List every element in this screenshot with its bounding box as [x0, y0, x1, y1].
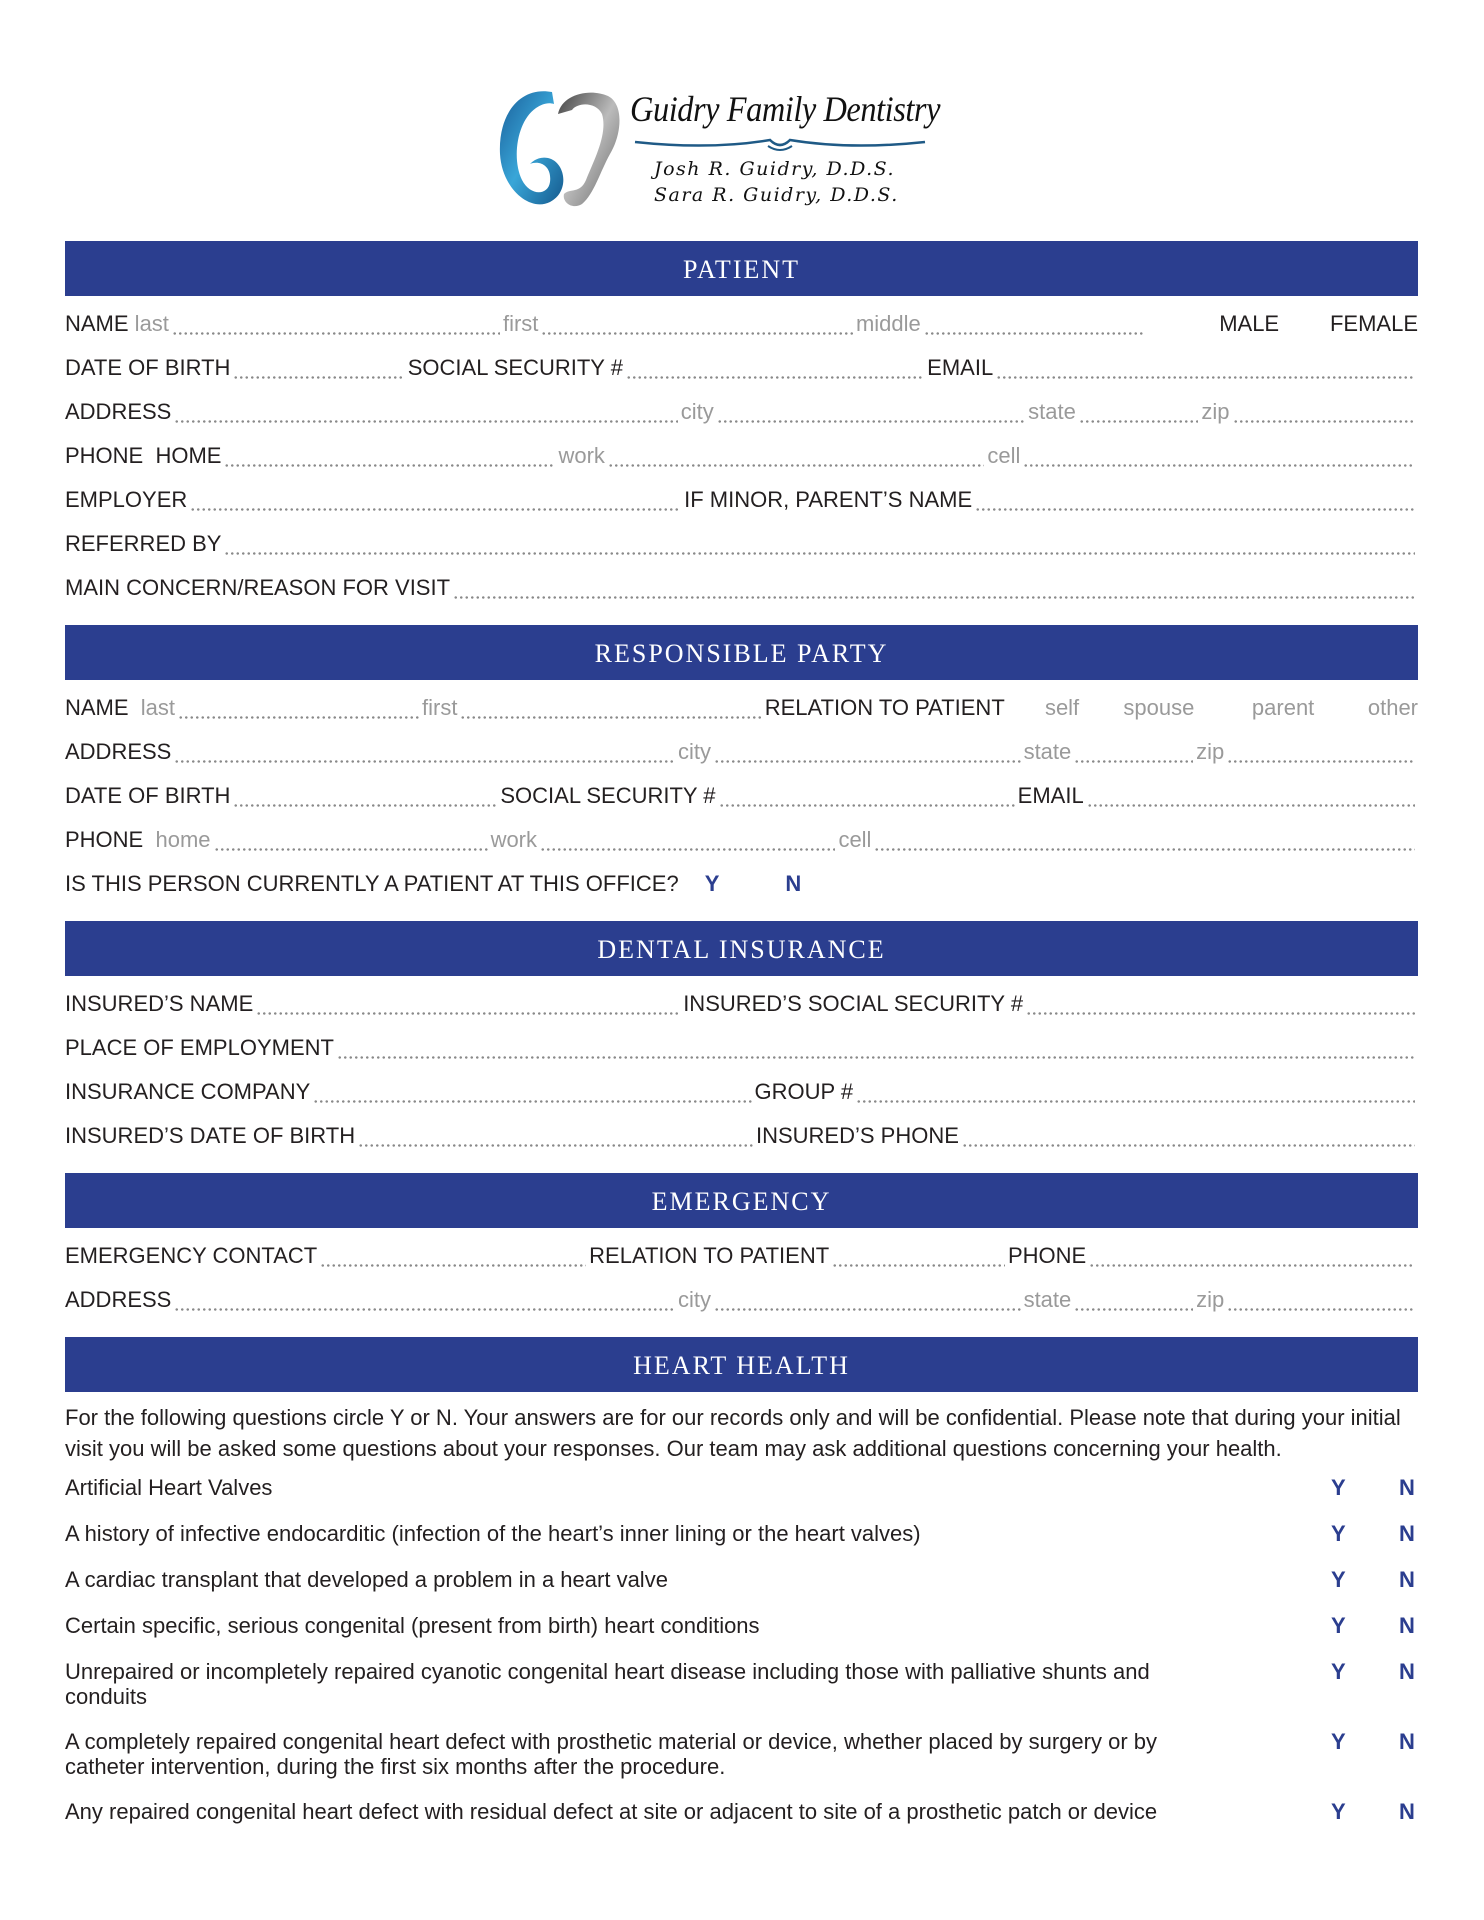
section-header-responsible-party: RESPONSIBLE PARTY [65, 625, 1418, 680]
section-header-emergency: EMERGENCY [65, 1173, 1418, 1228]
dotted-input-line[interactable] [1089, 1234, 1415, 1278]
form-row [65, 522, 1418, 566]
doctor-name: Sara R. Guidry, D.D.S. [654, 184, 899, 206]
health-question [65, 1568, 1418, 1614]
field-label: NAME [65, 695, 129, 720]
form-row [65, 982, 1418, 1026]
field-label: SOCIAL SECURITY # [407, 355, 623, 380]
no-option[interactable]: N [1399, 1475, 1415, 1500]
field-label: INSURED’S DATE OF BIRTH [65, 1123, 356, 1148]
form-row [65, 390, 1418, 434]
choice-option[interactable]: self [1044, 695, 1080, 720]
field-label: INSURED’S SOCIAL SECURITY # [683, 991, 1024, 1016]
choice-option[interactable]: spouse [1123, 695, 1195, 720]
form-row [65, 1026, 1418, 1070]
field-label: REFERRED BY [65, 531, 222, 556]
field-label: RELATION TO PATIENT [764, 695, 1005, 720]
form-row [65, 818, 1418, 862]
field-label: EMERGENCY CONTACT [65, 1243, 318, 1268]
field-hint: city [680, 399, 714, 424]
dotted-input-line[interactable] [608, 434, 984, 478]
dotted-input-line[interactable] [358, 1114, 753, 1158]
field-hint: first [502, 311, 539, 336]
dotted-input-line[interactable] [1074, 1278, 1193, 1322]
field-label: ADDRESS [65, 399, 172, 424]
dotted-input-line[interactable] [172, 302, 500, 346]
dotted-input-line[interactable] [174, 390, 677, 434]
section-rows [65, 982, 1418, 1158]
field-hint: state [1023, 739, 1072, 764]
yes-option[interactable]: Y [1331, 1475, 1346, 1500]
dotted-input-line[interactable] [856, 1070, 1415, 1114]
form-row [65, 566, 1418, 610]
form-row [65, 686, 1418, 730]
section-header-patient: PATIENT [65, 241, 1418, 296]
section-rows [65, 686, 1418, 906]
field-label: DATE OF BIRTH [65, 355, 231, 380]
field-hint: last [128, 695, 176, 720]
field-label: IF MINOR, PARENT’S NAME [684, 487, 973, 512]
yes-option[interactable]: Y [1331, 1799, 1346, 1824]
field-hint: zip [1201, 399, 1230, 424]
dotted-input-line[interactable] [1233, 390, 1415, 434]
dotted-input-line[interactable] [1227, 730, 1415, 774]
form-row [65, 862, 1418, 906]
health-question [65, 1800, 1418, 1846]
dotted-input-line[interactable] [1087, 774, 1415, 818]
dotted-input-line[interactable] [1074, 730, 1193, 774]
form-row [65, 346, 1418, 390]
logo-flourish [630, 134, 930, 156]
dotted-input-line[interactable] [453, 566, 1415, 610]
dotted-input-line[interactable] [224, 434, 555, 478]
field-label: RELATION TO PATIENT [589, 1243, 830, 1268]
dotted-input-line[interactable] [224, 522, 1415, 566]
field-hint: first [422, 695, 458, 720]
yes-no-option[interactable]: N [785, 871, 802, 896]
dotted-input-line[interactable] [714, 730, 1021, 774]
field-label: INSURED’S PHONE [755, 1123, 959, 1148]
question-text: Any repaired congenital heart defect with residual defect at site or adjacent to site of a prosthetic patch or device [65, 1799, 1158, 1824]
dotted-input-line[interactable] [256, 982, 680, 1026]
field-hint: work [490, 827, 538, 852]
no-option[interactable]: N [1399, 1799, 1415, 1824]
section-rows [65, 302, 1418, 610]
yes-option[interactable]: Y [1331, 1613, 1346, 1638]
dotted-input-line[interactable] [320, 1234, 586, 1278]
dotted-input-line[interactable] [996, 346, 1415, 390]
field-label: MAIN CONCERN/REASON FOR VISIT [65, 575, 451, 600]
field-label: ADDRESS [65, 739, 172, 764]
field-hint: state [1023, 1287, 1072, 1312]
no-option[interactable]: N [1399, 1567, 1415, 1592]
no-option[interactable]: N [1399, 1613, 1415, 1638]
dotted-input-line[interactable] [1227, 1278, 1415, 1322]
yes-option[interactable]: Y [1331, 1521, 1346, 1546]
dotted-input-line[interactable] [1023, 434, 1415, 478]
field-hint: zip [1196, 1287, 1225, 1312]
dotted-input-line[interactable] [717, 390, 1025, 434]
section-header-dental-insurance: DENTAL INSURANCE [65, 921, 1418, 976]
dotted-input-line[interactable] [832, 1234, 1005, 1278]
no-option[interactable]: N [1399, 1729, 1415, 1754]
dotted-input-line[interactable] [1026, 982, 1415, 1026]
form-row [65, 1114, 1418, 1158]
health-question [65, 1730, 1418, 1800]
choice-option[interactable]: parent [1251, 695, 1315, 720]
form-row [65, 434, 1418, 478]
field-hint: city [677, 1287, 711, 1312]
section-header-heart-health: HEART HEALTH [65, 1337, 1418, 1392]
dotted-input-line[interactable] [540, 818, 835, 862]
dotted-input-line[interactable] [190, 478, 681, 522]
question-text: Unrepaired or incompletely repaired cyanotic congenital heart disease including those with palliative shunts and conduits [65, 1659, 1150, 1709]
field-label: EMAIL [927, 355, 994, 380]
dotted-input-line[interactable] [975, 478, 1415, 522]
instructions-text: For the following questions circle Y or N. Your answers are for our records only and will be confidential. Please note that during your initial visit you will be asked some questions about your responses. Our team may ask additional questions concerning your health. [65, 1405, 1401, 1461]
field-hint: zip [1196, 739, 1225, 764]
field-label: ADDRESS [65, 1287, 172, 1312]
tooth-logo-icon [490, 84, 630, 214]
health-question [65, 1660, 1418, 1730]
field-label: EMAIL [1017, 783, 1084, 808]
field-hint: work [558, 443, 605, 468]
dotted-input-line[interactable] [214, 818, 488, 862]
field-label: IS THIS PERSON CURRENTLY A PATIENT AT THIS OFFICE? [65, 871, 679, 896]
field-hint: home [143, 827, 211, 852]
dotted-input-line[interactable] [337, 1026, 1415, 1070]
field-label: DATE OF BIRTH [65, 783, 231, 808]
doctor-name: Josh R. Guidry, D.D.S. [654, 158, 896, 180]
yes-option[interactable]: Y [1331, 1729, 1346, 1754]
field-hint: last [128, 311, 169, 336]
field-label: PLACE OF EMPLOYMENT [65, 1035, 334, 1060]
health-question [65, 1522, 1418, 1568]
form-row [65, 302, 1418, 346]
dotted-input-line[interactable] [874, 818, 1415, 862]
patient-registration-form [65, 241, 1418, 1846]
form-row [65, 774, 1418, 818]
form-row [65, 478, 1418, 522]
form-row [65, 1234, 1418, 1278]
field-label: NAME [65, 311, 129, 336]
form-row [65, 730, 1418, 774]
dotted-input-line[interactable] [233, 774, 497, 818]
choice-option[interactable]: other [1367, 695, 1419, 720]
yes-no-option[interactable]: Y [704, 871, 720, 896]
field-label: INSURANCE COMPANY [65, 1079, 311, 1104]
dotted-input-line[interactable] [178, 686, 419, 730]
yes-option[interactable]: Y [1331, 1659, 1346, 1684]
field-hint: middle [855, 311, 921, 336]
form-row [65, 1070, 1418, 1114]
field-label: SOCIAL SECURITY # [500, 783, 716, 808]
field-label: GROUP # [754, 1079, 854, 1104]
dotted-input-line[interactable] [460, 686, 761, 730]
field-hint: state [1028, 399, 1076, 424]
field-label: PHONE [65, 827, 144, 852]
no-option[interactable]: N [1399, 1659, 1415, 1684]
dotted-input-line[interactable] [924, 302, 1145, 346]
choice-option[interactable]: FEMALE [1329, 311, 1418, 336]
field-hint: cell [987, 443, 1021, 468]
yes-option[interactable]: Y [1331, 1567, 1346, 1592]
field-label: INSURED’S NAME [65, 991, 254, 1016]
practice-name: Guidry Family Dentistry [630, 89, 941, 129]
question-text: A completely repaired congenital heart defect with prosthetic material or device, whether placed by surgery or by catheter intervention, during the first six months after the procedure. [65, 1729, 1158, 1779]
section-rows [65, 1234, 1418, 1322]
field-label: PHONE [1008, 1243, 1087, 1268]
field-label: EMPLOYER [65, 487, 188, 512]
dotted-input-line[interactable] [313, 1070, 751, 1114]
dotted-input-line[interactable] [1079, 390, 1199, 434]
dotted-input-line[interactable] [626, 346, 924, 390]
choice-option[interactable]: MALE [1219, 311, 1280, 336]
dotted-input-line[interactable] [541, 302, 853, 346]
field-hint: city [677, 739, 711, 764]
form-row [65, 1278, 1418, 1322]
practice-logo [490, 84, 970, 224]
dotted-input-line[interactable] [174, 730, 675, 774]
question-text: Artificial Heart Valves [65, 1475, 273, 1500]
health-question [65, 1476, 1418, 1522]
field-label: PHONE HOME [65, 443, 222, 468]
dotted-input-line[interactable] [233, 346, 404, 390]
no-option[interactable]: N [1399, 1521, 1415, 1546]
dotted-input-line[interactable] [714, 1278, 1021, 1322]
dotted-input-line[interactable] [719, 774, 1015, 818]
dotted-input-line[interactable] [174, 1278, 675, 1322]
health-question [65, 1614, 1418, 1660]
question-text: A cardiac transplant that developed a problem in a heart valve [65, 1567, 668, 1592]
dotted-input-line[interactable] [962, 1114, 1415, 1158]
question-text: A history of infective endocarditic (infection of the heart’s inner lining or the heart valves) [65, 1521, 921, 1546]
question-text: Certain specific, serious congenital (present from birth) heart conditions [65, 1613, 760, 1638]
field-hint: cell [838, 827, 872, 852]
